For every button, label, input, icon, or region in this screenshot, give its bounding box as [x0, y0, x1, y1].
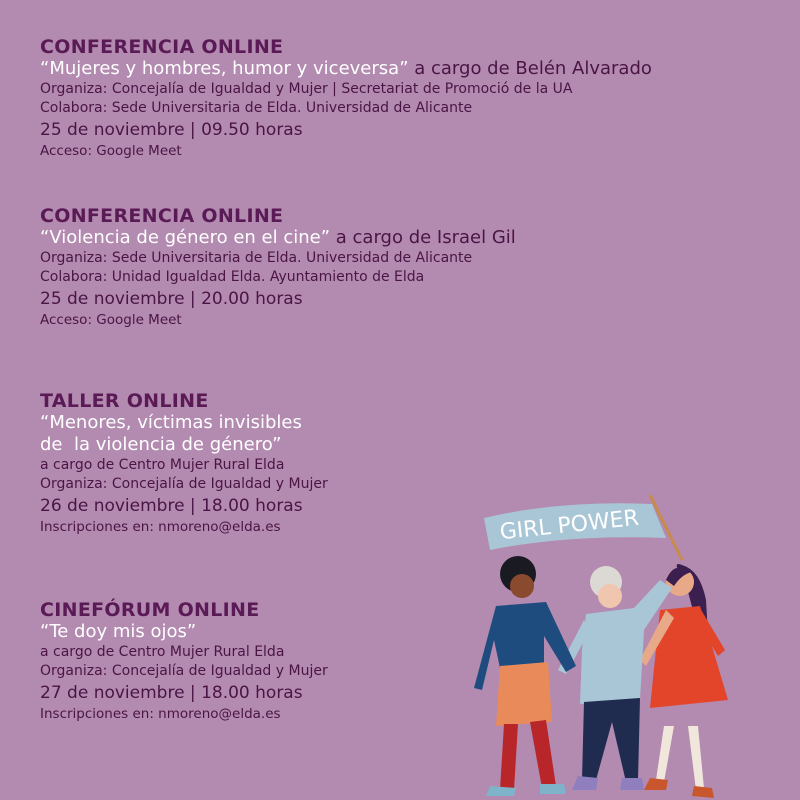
event-1: [40, 36, 740, 161]
event-quote: “Te doy mis ojos”: [40, 621, 197, 642]
event-talk: [40, 58, 740, 80]
event-organizer: Organiza: Concejalía de Igualdad y Mujer | Secretariat de Promoció de la UA: [40, 81, 573, 97]
event-title: CONFERENCIA ONLINE: [40, 36, 284, 58]
event-access: Acceso: Google Meet: [40, 312, 182, 328]
event-title: TALLER ONLINE: [40, 390, 209, 412]
event-access: Acceso: Google Meet: [40, 143, 182, 159]
woman-blue-top: [474, 556, 576, 796]
event-collaborator: Colabora: Sede Universitaria de Elda. Universidad de Alicante: [40, 100, 473, 116]
event-2: [40, 205, 740, 330]
event-speaker: a cargo de Centro Mujer Rural Elda: [40, 457, 285, 473]
girl-power-illustration: [460, 490, 800, 800]
event-quote-line-2: [40, 434, 740, 456]
event-access: Inscripciones en: nmoreno@elda.es: [40, 706, 281, 722]
event-speaker: a cargo de Belén Alvarado: [408, 58, 652, 79]
event-talk: [40, 227, 740, 249]
event-quote-line-1: [40, 412, 740, 434]
event-collaborator: Colabora: Unidad Igualdad Elda. Ayuntamiento de Elda: [40, 269, 425, 285]
event-date: 27 de noviembre | 18.00 horas: [40, 683, 303, 703]
event-organizer: Organiza: Sede Universitaria de Elda. Universidad de Alicante: [40, 250, 473, 266]
event-date: 25 de noviembre | 09.50 horas: [40, 120, 303, 140]
event-quote: “Menores, víctimas invisibles: [40, 412, 302, 433]
event-title: CONFERENCIA ONLINE: [40, 205, 284, 227]
event-organizer: Organiza: Concejalía de Igualdad y Mujer: [40, 476, 328, 492]
event-access: Inscripciones en: nmoreno@elda.es: [40, 519, 281, 535]
event-date: 26 de noviembre | 18.00 horas: [40, 496, 303, 516]
event-quote: “Mujeres y hombres, humor y viceversa”: [40, 58, 409, 79]
event-title: CINEFÓRUM ONLINE: [40, 599, 260, 621]
banner-text: GIRL POWER: [498, 505, 641, 546]
event-speaker: a cargo de Israel Gil: [330, 227, 516, 248]
event-date: 25 de noviembre | 20.00 horas: [40, 289, 303, 309]
event-speaker: a cargo de Centro Mujer Rural Elda: [40, 644, 285, 660]
event-quote: de la violencia de género”: [40, 434, 282, 455]
event-quote: “Violencia de género en el cine”: [40, 227, 331, 248]
event-organizer: Organiza: Concejalía de Igualdad y Mujer: [40, 663, 328, 679]
